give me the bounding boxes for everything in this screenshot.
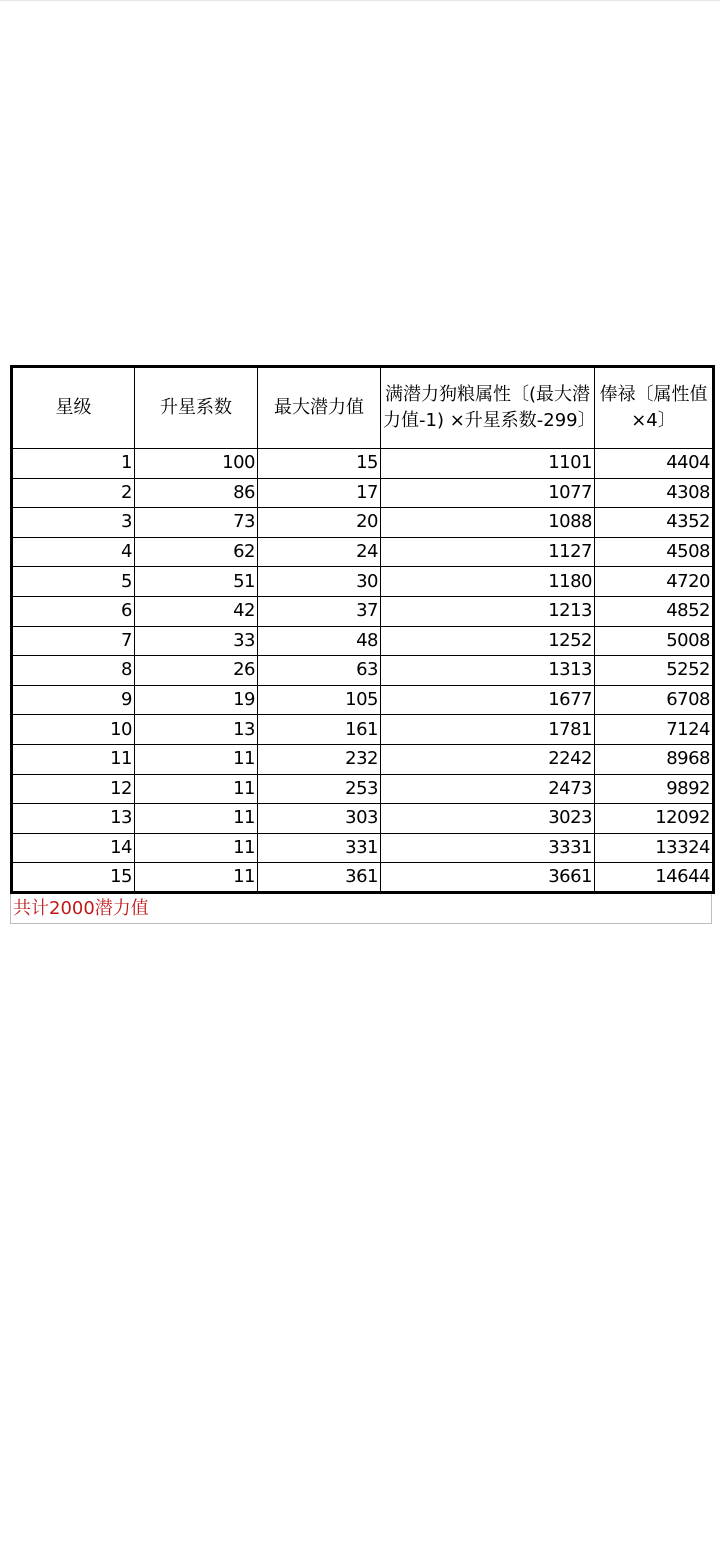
header-max-potential: 最大潜力值 [258,367,381,449]
cell-salary: 14644 [595,863,714,893]
cell-salary: 4404 [595,449,714,479]
cell-upgrade-coefficient: 73 [135,508,258,538]
cell-upgrade-coefficient: 19 [135,685,258,715]
header-star-level: 星级 [12,367,135,449]
table-row [12,596,714,626]
cell-star-level: 12 [12,774,135,804]
cell-salary: 13324 [595,833,714,863]
cell-upgrade-coefficient: 13 [135,715,258,745]
data-table [10,365,715,894]
cell-max-potential: 37 [258,596,381,626]
cell-salary: 4720 [595,567,714,597]
cell-salary: 8968 [595,744,714,774]
cell-attribute: 1781 [381,715,595,745]
cell-salary: 9892 [595,774,714,804]
cell-attribute: 1213 [381,596,595,626]
table-row [12,715,714,745]
top-divider [0,0,720,1]
cell-upgrade-coefficient: 11 [135,774,258,804]
cell-salary: 4508 [595,537,714,567]
cell-star-level: 3 [12,508,135,538]
cell-upgrade-coefficient: 11 [135,833,258,863]
cell-star-level: 4 [12,537,135,567]
cell-attribute: 3023 [381,804,595,834]
table-row [12,449,714,479]
cell-upgrade-coefficient: 11 [135,744,258,774]
table-row [12,744,714,774]
table-body [12,449,714,893]
cell-salary: 7124 [595,715,714,745]
cell-upgrade-coefficient: 33 [135,626,258,656]
cell-attribute: 1077 [381,478,595,508]
cell-max-potential: 20 [258,508,381,538]
cell-attribute: 1101 [381,449,595,479]
note-row [10,894,712,924]
cell-attribute: 3331 [381,833,595,863]
cell-star-level: 9 [12,685,135,715]
cell-star-level: 1 [12,449,135,479]
cell-max-potential: 17 [258,478,381,508]
cell-star-level: 10 [12,715,135,745]
header-row [12,367,714,449]
cell-max-potential: 15 [258,449,381,479]
header-upgrade-coefficient: 升星系数 [135,367,258,449]
table-row [12,656,714,686]
cell-salary: 4852 [595,596,714,626]
cell-upgrade-coefficient: 11 [135,804,258,834]
cell-star-level: 2 [12,478,135,508]
spreadsheet [10,365,712,924]
cell-max-potential: 361 [258,863,381,893]
cell-attribute: 3661 [381,863,595,893]
table-row [12,833,714,863]
header-full-potential-attribute: 满潜力狗粮属性〔(最大潜力值-1) ×升星系数-299〕 [381,367,595,449]
cell-salary: 4308 [595,478,714,508]
cell-attribute: 1252 [381,626,595,656]
cell-upgrade-coefficient: 86 [135,478,258,508]
cell-attribute: 1088 [381,508,595,538]
total-potential-note: 共计2000潜力值 [13,897,149,919]
table-row [12,478,714,508]
cell-salary: 5008 [595,626,714,656]
cell-upgrade-coefficient: 42 [135,596,258,626]
cell-max-potential: 253 [258,774,381,804]
cell-max-potential: 105 [258,685,381,715]
cell-attribute: 1180 [381,567,595,597]
cell-attribute: 1677 [381,685,595,715]
cell-attribute: 2242 [381,744,595,774]
cell-upgrade-coefficient: 51 [135,567,258,597]
cell-salary: 4352 [595,508,714,538]
cell-star-level: 13 [12,804,135,834]
cell-max-potential: 161 [258,715,381,745]
cell-attribute: 1127 [381,537,595,567]
cell-max-potential: 331 [258,833,381,863]
cell-max-potential: 24 [258,537,381,567]
table-row [12,537,714,567]
table-row [12,685,714,715]
table-row [12,863,714,893]
cell-star-level: 6 [12,596,135,626]
header-salary: 俸禄〔属性值×4〕 [595,367,714,449]
cell-star-level: 5 [12,567,135,597]
table-row [12,508,714,538]
table-row [12,567,714,597]
cell-attribute: 2473 [381,774,595,804]
cell-max-potential: 63 [258,656,381,686]
cell-attribute: 1313 [381,656,595,686]
cell-max-potential: 232 [258,744,381,774]
cell-star-level: 14 [12,833,135,863]
table-row [12,774,714,804]
cell-star-level: 15 [12,863,135,893]
cell-star-level: 8 [12,656,135,686]
cell-salary: 5252 [595,656,714,686]
cell-upgrade-coefficient: 100 [135,449,258,479]
cell-upgrade-coefficient: 11 [135,863,258,893]
cell-upgrade-coefficient: 62 [135,537,258,567]
cell-max-potential: 48 [258,626,381,656]
cell-salary: 6708 [595,685,714,715]
cell-star-level: 11 [12,744,135,774]
table-row [12,626,714,656]
table-row [12,804,714,834]
cell-star-level: 7 [12,626,135,656]
cell-salary: 12092 [595,804,714,834]
cell-max-potential: 303 [258,804,381,834]
cell-max-potential: 30 [258,567,381,597]
cell-upgrade-coefficient: 26 [135,656,258,686]
